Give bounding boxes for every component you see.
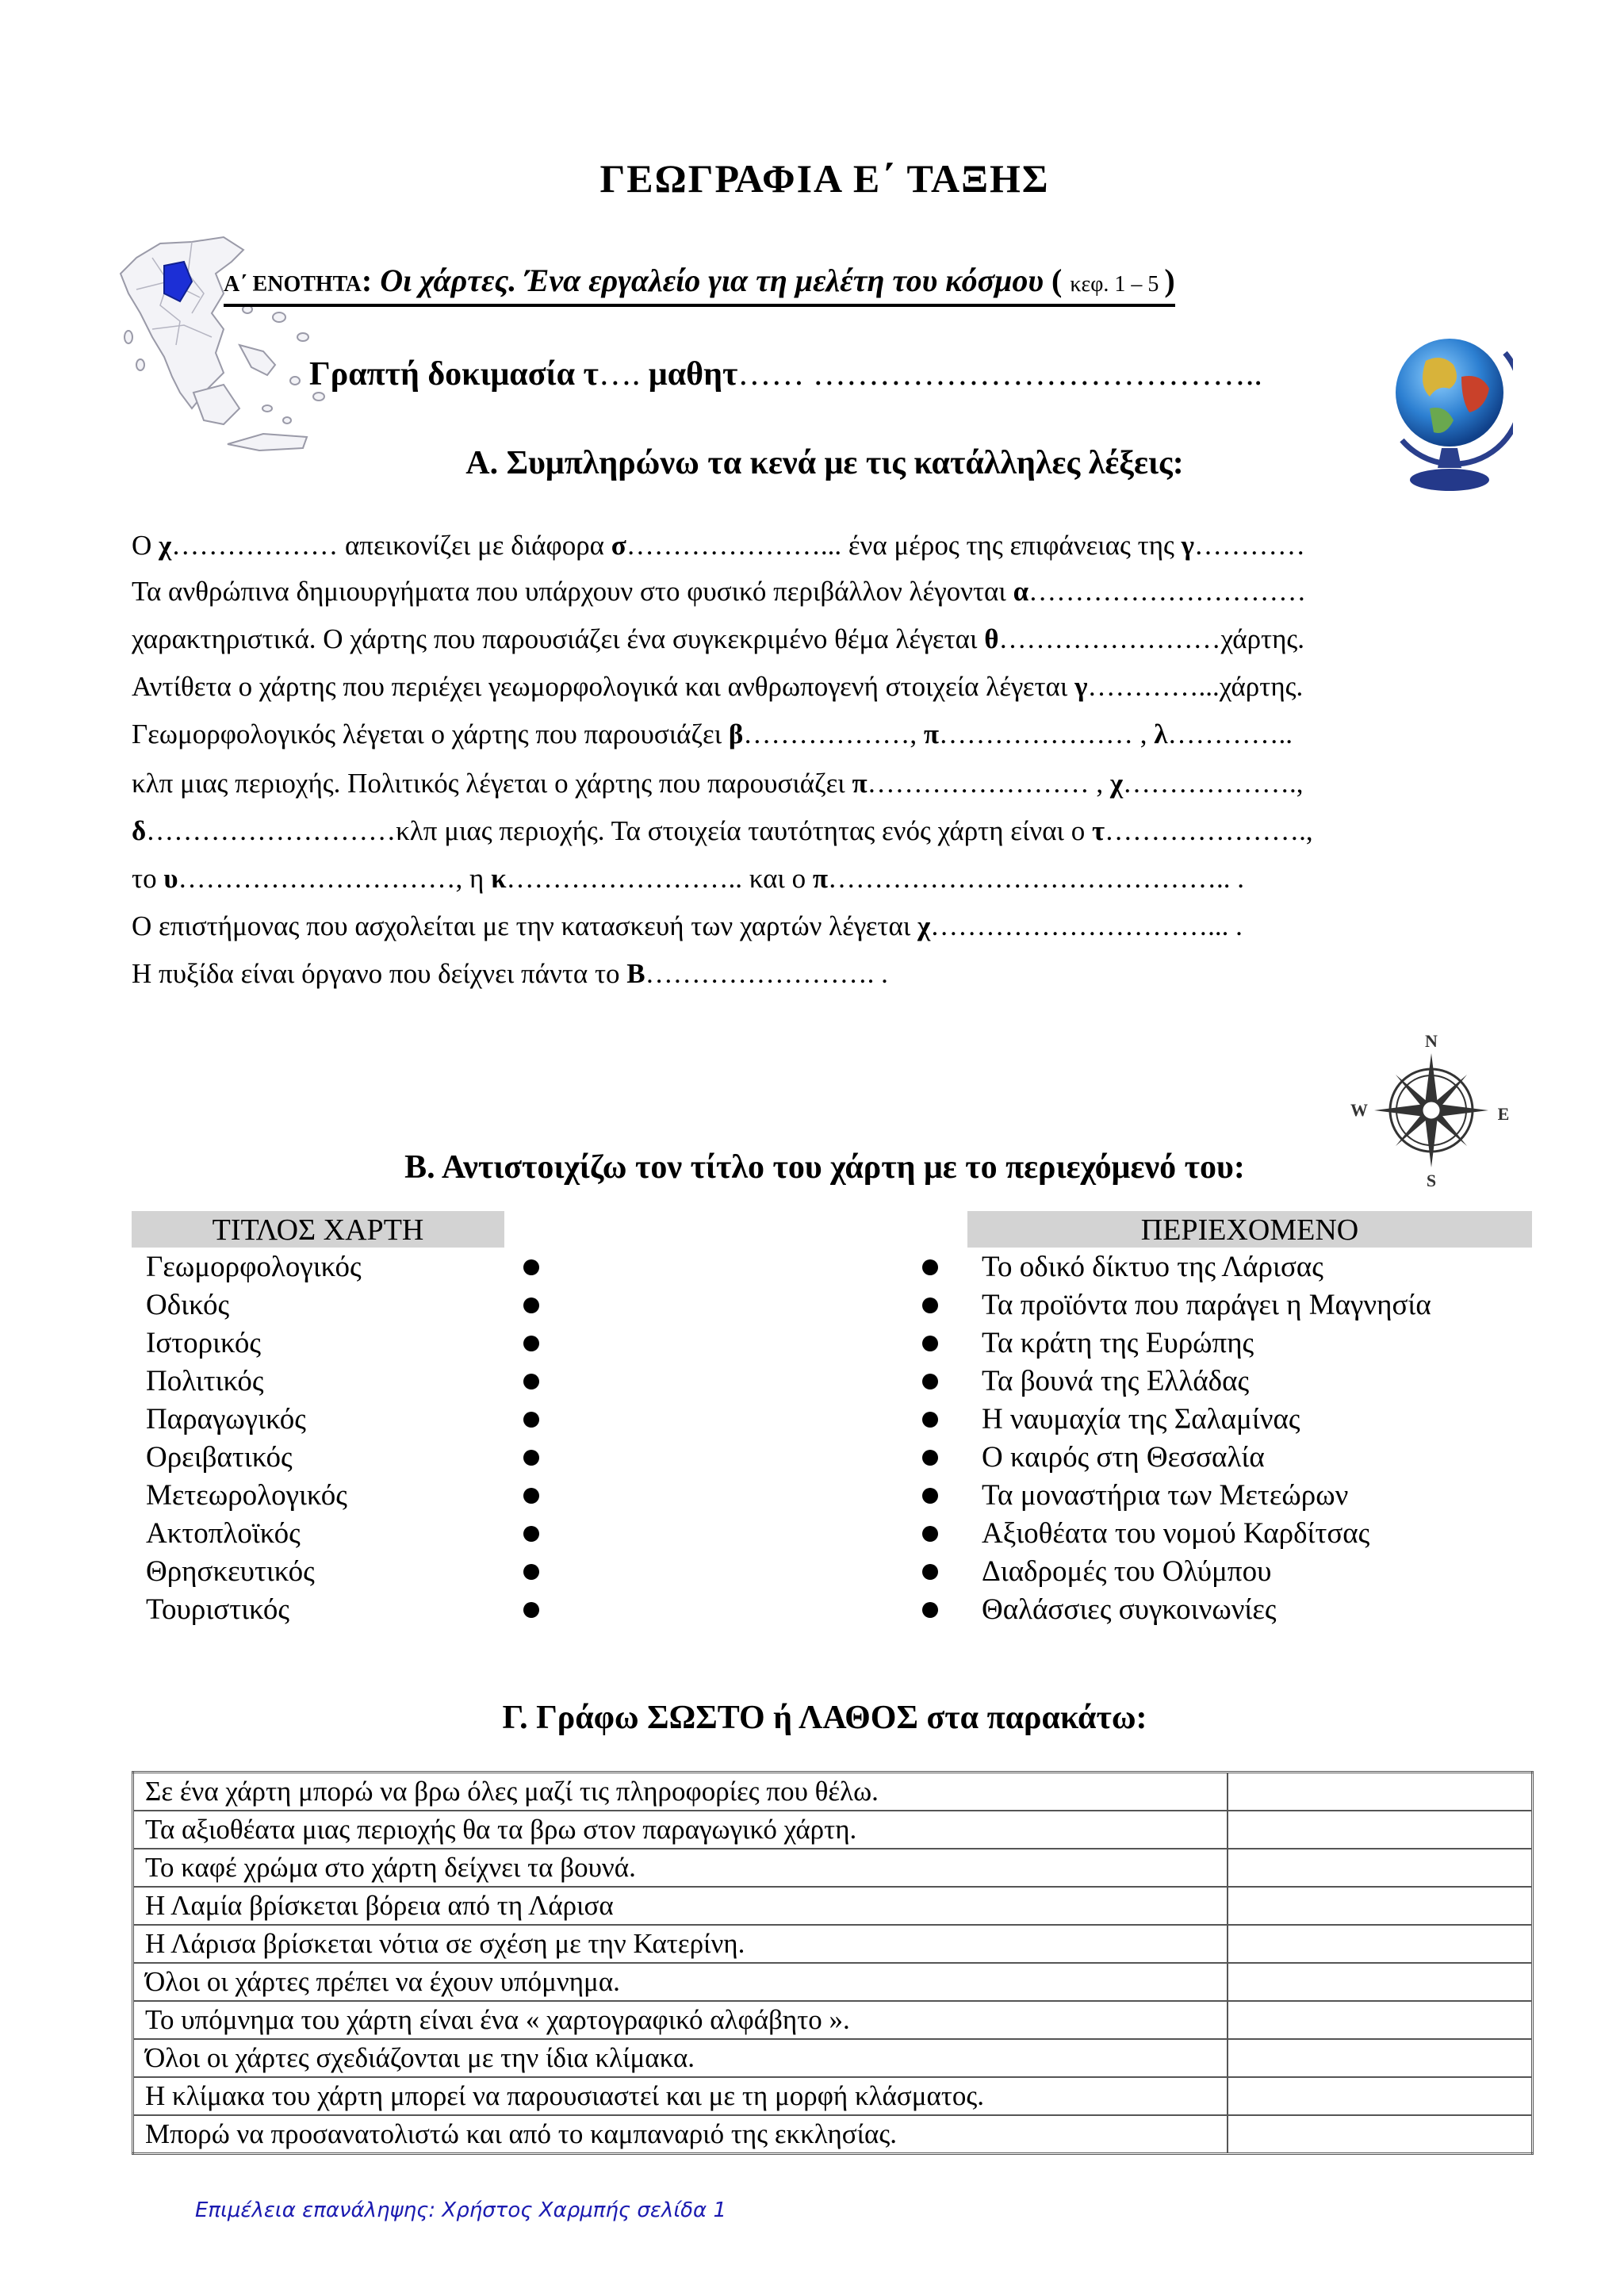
sentence-text: ………….. [1167, 719, 1293, 749]
sentence-text: ………………………κλπ μιας περιοχής. Τα στοιχεία ταυτότητας ενός χάρτη είναι ο [146, 815, 1092, 846]
map-content-item: Αξιοθέατα του νομού Καρδίτσας [982, 1517, 1370, 1550]
right-match-dot[interactable] [922, 1564, 938, 1580]
table-row [133, 1849, 1533, 1887]
fill-line [132, 576, 1519, 608]
fill-line [132, 623, 1519, 655]
left-match-dot[interactable] [523, 1450, 539, 1466]
table-row [133, 1773, 1533, 1811]
left-match-dot[interactable] [523, 1602, 539, 1618]
compass-e: E [1497, 1104, 1510, 1124]
sentence-text: Ο [132, 530, 159, 561]
blank-letter: Β [626, 958, 645, 989]
blank-letter: υ [163, 863, 178, 894]
blank-letter: θ [984, 623, 999, 654]
blank-letter: δ [132, 815, 147, 846]
blank-letter: λ [1154, 719, 1168, 749]
compass-n: N [1425, 1031, 1438, 1051]
statement-cell: Όλοι οι χάρτες πρέπει να έχουν υπόμνημα. [133, 1963, 1228, 2001]
sentence-text: …………………... ένα μέρος της επιφάνειας της [626, 530, 1182, 561]
right-column-header: ΠΕΡΙΕΧΟΜΕΝΟ [967, 1211, 1532, 1248]
map-content-item: Θαλάσσιες συγκοινωνίες [982, 1593, 1277, 1626]
section-b-heading: Β. Αντιστοιχίζω τον τίτλο του χάρτη με το περιεχόμενό του: [404, 1149, 1245, 1186]
footer: Επιμέλεια επανάληψης: Χρήστος Χαρμπής σελίδα 1 [195, 2198, 726, 2222]
sentence-text: ………………, [743, 719, 924, 749]
statement-cell: Τα αξιοθέατα μιας περιοχής θα τα βρω στον παραγωγικό χάρτη. [133, 1811, 1228, 1849]
blank-letter: σ [611, 530, 626, 561]
statement-cell: Η Λαμία βρίσκεται βόρεια από τη Λάρισα [133, 1887, 1228, 1925]
sentence-text: Ο επιστήμονας που ασχολείται με την κατασκευή των χαρτών λέγεται [132, 910, 917, 941]
blank-letter: π [923, 719, 939, 749]
left-match-dot[interactable] [523, 1297, 539, 1313]
right-match-dot[interactable] [922, 1336, 938, 1351]
blank-letter: χ [917, 910, 931, 941]
map-title-item: Ακτοπλοϊκός [146, 1517, 301, 1550]
fill-line [132, 910, 1519, 942]
statement-cell: Το καφέ χρώμα στο χάρτη δείχνει τα βουνά. [133, 1849, 1228, 1887]
map-title-item: Πολιτικός [146, 1365, 264, 1397]
map-content-item: Τα βουνά της Ελλάδας [982, 1365, 1250, 1397]
left-match-dot[interactable] [523, 1564, 539, 1580]
answer-cell[interactable] [1228, 1773, 1533, 1811]
answer-cell[interactable] [1228, 1925, 1533, 1963]
sentence-text: ……………………χάρτης. [998, 623, 1305, 654]
right-match-dot[interactable] [922, 1412, 938, 1428]
sentence-text: ……………… απεικονίζει με διάφορα [171, 530, 611, 561]
right-match-dot[interactable] [922, 1297, 938, 1313]
sentence-text: …………………., [1105, 815, 1313, 846]
table-row [133, 2001, 1533, 2039]
blank-letter: κ [491, 863, 507, 894]
sentence-text: …………………………... . [930, 910, 1243, 941]
sentence-text: …………………………, η [178, 863, 492, 894]
right-match-dot[interactable] [922, 1450, 938, 1466]
compass-w: W [1350, 1100, 1368, 1120]
map-content-item: Τα κράτη της Ευρώπης [982, 1327, 1254, 1359]
unit-main: Οι χάρτες. Ένα εργαλείο για τη μελέτη του κόσμου [372, 263, 1052, 298]
sentence-text: Γεωμορφολογικός λέγεται ο χάρτης που παρουσιάζει [132, 719, 729, 749]
table-row [133, 1887, 1533, 1925]
fill-line [132, 863, 1519, 895]
map-title-item: Μετεωρολογικός [146, 1479, 347, 1512]
sentence-text: χαρακτηριστικά. Ο χάρτης που παρουσιάζει ένα συγκεκριμένο θέμα λέγεται [132, 623, 985, 654]
section-c-heading: Γ. Γράφω ΣΩΣΤΟ ή ΛΑΘΟΣ στα παρακάτω: [502, 1700, 1147, 1736]
table-row [133, 2077, 1533, 2115]
sentence-text: ………………… , [939, 719, 1155, 749]
answer-cell[interactable] [1228, 1963, 1533, 2001]
blank-letter: γ [1181, 530, 1194, 561]
map-content-item: Η ναυμαχία της Σαλαμίνας [982, 1403, 1300, 1435]
map-content-item: Τα προϊόντα που παράγει η Μαγνησία [982, 1289, 1431, 1321]
map-title-item: Τουριστικός [146, 1593, 290, 1626]
map-title-item: Παραγωγικός [146, 1403, 306, 1435]
table-row [133, 1925, 1533, 1963]
right-match-dot[interactable] [922, 1488, 938, 1504]
true-false-table [132, 1771, 1534, 2155]
right-match-dot[interactable] [922, 1374, 938, 1389]
fill-line [132, 719, 1519, 750]
map-content-item: Ο καιρός στη Θεσσαλία [982, 1441, 1265, 1474]
test-label: Γραπτή δοκιμασία τ [309, 356, 599, 393]
answer-cell[interactable] [1228, 2115, 1533, 2154]
map-title-item: Θρησκευτικός [146, 1555, 315, 1588]
sentence-text: ……………………. . [645, 958, 888, 989]
test-label-2: μαθητ [648, 356, 738, 393]
statement-cell: Το υπόμνημα του χάρτη είναι ένα « χαρτογραφικό αλφάβητο ». [133, 2001, 1228, 2039]
blank-letter: α [1013, 576, 1029, 607]
statement-cell: Μπορώ να προσανατολιστώ και από το καμπαναριό της εκκλησίας. [133, 2115, 1228, 2154]
answer-cell[interactable] [1228, 1887, 1533, 1925]
answer-cell[interactable] [1228, 1811, 1533, 1849]
test-dots-2: …… ………………………………….. [737, 356, 1262, 393]
unit-ref-open: ( [1051, 263, 1071, 298]
greece-map-icon [105, 226, 343, 452]
sentence-text: ………………., [1123, 768, 1304, 799]
unit-ref-close: ) [1164, 263, 1175, 298]
sentence-text: ………………………… [1028, 576, 1307, 607]
table-row [133, 2115, 1533, 2154]
sentence-text: κλπ μιας περιοχής. Πολιτικός λέγεται ο χάρτης που παρουσιάζει [132, 768, 852, 799]
answer-cell[interactable] [1228, 2077, 1533, 2115]
sentence-text: Η πυξίδα είναι όργανο που δείχνει πάντα το [132, 958, 627, 989]
unit-colon: : [361, 263, 373, 298]
blank-letter: χ [159, 530, 172, 561]
map-content-item: Διαδρομές του Ολύμπου [982, 1555, 1272, 1588]
page-title: ΓΕΩΓΡΑΦΙΑ Ε΄ ΤΑΞΗΣ [599, 156, 1050, 201]
statement-cell: Σε ένα χάρτη μπορώ να βρω όλες μαζί τις πληροφορίες που θέλω. [133, 1773, 1228, 1811]
unit-ref: κεφ. 1 – 5 [1070, 272, 1165, 297]
map-content-item: Τα μοναστήρια των Μετεώρων [982, 1479, 1349, 1512]
fill-line [132, 768, 1519, 799]
test-dots-1: …. [598, 356, 649, 393]
blank-letter: π [852, 768, 868, 799]
unit-line [224, 262, 1175, 307]
left-match-dot[interactable] [523, 1259, 539, 1275]
statement-cell: Η κλίμακα του χάρτη μπορεί να παρουσιαστεί και με τη μορφή κλάσματος. [133, 2077, 1228, 2115]
sentence-text: …………………….. και ο [506, 863, 813, 894]
fill-line [132, 530, 1519, 562]
fill-line [132, 958, 1519, 990]
compass-s: S [1426, 1171, 1437, 1190]
map-title-item: Γεωμορφολογικός [146, 1251, 362, 1283]
sentence-text: …………...χάρτης. [1087, 671, 1304, 702]
left-match-dot[interactable] [523, 1488, 539, 1504]
blank-letter: τ [1091, 815, 1105, 846]
sentence-text: …………………………………….. . [828, 863, 1245, 894]
left-match-dot[interactable] [523, 1336, 539, 1351]
fill-line [132, 815, 1519, 847]
right-match-dot[interactable] [922, 1602, 938, 1618]
answer-cell[interactable] [1228, 2039, 1533, 2077]
blank-letter: β [728, 719, 744, 749]
sentence-text: ………… [1194, 530, 1305, 561]
map-title-item: Ορειβατικός [146, 1441, 293, 1474]
unit-prefix: Α΄ ΕΝΟΤΗΤΑ [224, 272, 362, 297]
map-title-item: Ιστορικός [146, 1327, 262, 1359]
sentence-text: Τα ανθρώπινα δημιουργήματα που υπάρχουν στο φυσικό περιβάλλον λέγονται [132, 576, 1013, 607]
test-line [309, 355, 1262, 393]
sentence-text: …………………… , [867, 768, 1110, 799]
table-row [133, 2039, 1533, 2077]
table-row [133, 1811, 1533, 1849]
sentence-text: το [132, 863, 164, 894]
map-title-item: Οδικός [146, 1289, 230, 1321]
blank-letter: γ [1074, 671, 1088, 702]
answer-cell[interactable] [1228, 2001, 1533, 2039]
answer-cell[interactable] [1228, 1849, 1533, 1887]
right-match-dot[interactable] [922, 1526, 938, 1542]
statement-cell: Όλοι οι χάρτες σχεδιάζονται με την ίδια κλίμακα. [133, 2039, 1228, 2077]
left-match-dot[interactable] [523, 1412, 539, 1428]
left-match-dot[interactable] [523, 1374, 539, 1389]
section-a-heading: Α. Συμπληρώνω τα κενά με τις κατάλληλες λέξεις: [465, 445, 1184, 481]
left-column-header: ΤΙΤΛΟΣ ΧΑΡΤΗ [132, 1211, 504, 1248]
sentence-text: Αντίθετα ο χάρτης που περιέχει γεωμορφολογικά και ανθρωπογενή στοιχεία λέγεται [132, 671, 1075, 702]
table-row [133, 1963, 1533, 2001]
right-match-dot[interactable] [922, 1259, 938, 1275]
blank-letter: χ [1109, 768, 1124, 799]
fill-line [132, 671, 1519, 703]
map-content-item: Το οδικό δίκτυο της Λάρισας [982, 1251, 1323, 1283]
blank-letter: π [812, 863, 829, 894]
statement-cell: Η Λάρισα βρίσκεται νότια σε σχέση με την Κατερίνη. [133, 1925, 1228, 1963]
left-match-dot[interactable] [523, 1526, 539, 1542]
